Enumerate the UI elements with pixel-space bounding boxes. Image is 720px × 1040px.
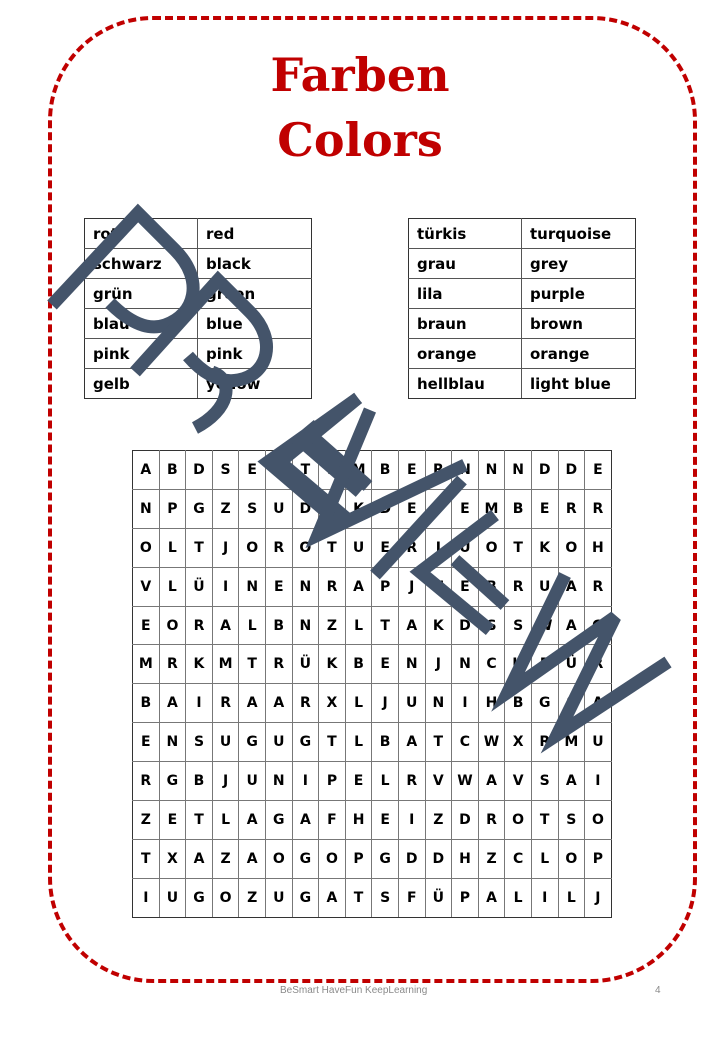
- grid-cell[interactable]: R: [186, 606, 213, 645]
- grid-cell[interactable]: V: [133, 567, 160, 606]
- grid-cell[interactable]: R: [398, 528, 425, 567]
- grid-cell[interactable]: G: [159, 762, 186, 801]
- vocab-english: blue: [198, 309, 312, 339]
- grid-cell[interactable]: J: [372, 684, 399, 723]
- grid-cell[interactable]: D: [372, 489, 399, 528]
- grid-cell[interactable]: I: [212, 567, 239, 606]
- grid-cell[interactable]: A: [239, 684, 266, 723]
- grid-cell[interactable]: L: [558, 878, 585, 917]
- vocab-english: orange: [522, 339, 636, 369]
- grid-cell[interactable]: U: [585, 723, 612, 762]
- grid-cell[interactable]: P: [345, 839, 372, 878]
- vocab-german: türkis: [409, 219, 522, 249]
- grid-cell[interactable]: T: [372, 606, 399, 645]
- grid-cell[interactable]: V: [425, 762, 452, 801]
- grid-cell[interactable]: B: [505, 684, 532, 723]
- grid-cell[interactable]: W: [531, 606, 558, 645]
- grid-cell[interactable]: H: [585, 528, 612, 567]
- vocab-row: [85, 369, 312, 399]
- grid-cell[interactable]: C: [478, 645, 505, 684]
- grid-cell[interactable]: I: [585, 762, 612, 801]
- grid-cell[interactable]: E: [452, 489, 479, 528]
- grid-cell[interactable]: H: [345, 801, 372, 840]
- grid-cell[interactable]: K: [319, 645, 346, 684]
- grid-cell[interactable]: I: [398, 801, 425, 840]
- grid-cell[interactable]: A: [133, 451, 160, 490]
- grid-cell[interactable]: N: [398, 645, 425, 684]
- vocab-german: blau: [85, 309, 198, 339]
- grid-cell[interactable]: B: [505, 489, 532, 528]
- grid-cell[interactable]: I: [452, 684, 479, 723]
- grid-cell[interactable]: Z: [239, 878, 266, 917]
- grid-cell[interactable]: J: [398, 567, 425, 606]
- grid-cell[interactable]: X: [159, 839, 186, 878]
- grid-cell[interactable]: X: [319, 684, 346, 723]
- grid-cell[interactable]: U: [159, 878, 186, 917]
- grid-cell[interactable]: O: [505, 801, 532, 840]
- grid-row: [133, 567, 612, 606]
- grid-cell[interactable]: E: [531, 645, 558, 684]
- grid-cell[interactable]: O: [558, 528, 585, 567]
- vocab-row: [85, 309, 312, 339]
- grid-cell[interactable]: R: [505, 567, 532, 606]
- grid-cell[interactable]: I: [133, 878, 160, 917]
- grid-cell[interactable]: A: [478, 878, 505, 917]
- word-search-grid: [132, 450, 612, 918]
- grid-cell[interactable]: M: [319, 489, 346, 528]
- grid-cell[interactable]: R: [425, 451, 452, 490]
- grid-cell[interactable]: Z: [478, 839, 505, 878]
- grid-cell[interactable]: D: [186, 451, 213, 490]
- grid-cell[interactable]: N: [505, 451, 532, 490]
- grid-cell[interactable]: A: [558, 567, 585, 606]
- grid-cell[interactable]: D: [452, 801, 479, 840]
- grid-cell[interactable]: K: [425, 606, 452, 645]
- grid-cell[interactable]: A: [478, 762, 505, 801]
- vocab-row: [409, 309, 636, 339]
- page-number: 4: [655, 985, 661, 996]
- grid-cell[interactable]: N: [159, 723, 186, 762]
- grid-cell[interactable]: R: [531, 723, 558, 762]
- grid-cell[interactable]: W: [452, 762, 479, 801]
- grid-cell[interactable]: B: [186, 762, 213, 801]
- grid-cell[interactable]: G: [186, 489, 213, 528]
- grid-cell[interactable]: N: [292, 567, 319, 606]
- grid-cell[interactable]: F: [398, 878, 425, 917]
- grid-cell[interactable]: P: [585, 839, 612, 878]
- vocab-row: [409, 279, 636, 309]
- grid-cell[interactable]: X: [505, 723, 532, 762]
- grid-cell[interactable]: B: [159, 451, 186, 490]
- grid-cell[interactable]: C: [505, 839, 532, 878]
- vocab-german: orange: [409, 339, 522, 369]
- grid-cell[interactable]: M: [345, 451, 372, 490]
- grid-cell[interactable]: R: [585, 567, 612, 606]
- grid-cell[interactable]: L: [345, 684, 372, 723]
- grid-cell[interactable]: Z: [319, 606, 346, 645]
- footer-brand: BeSmart HaveFun KeepLearning: [280, 985, 428, 996]
- vocab-english: yellow: [198, 369, 312, 399]
- grid-row: [133, 645, 612, 684]
- grid-cell[interactable]: L: [345, 723, 372, 762]
- vocab-german: grau: [409, 249, 522, 279]
- vocab-row: [85, 279, 312, 309]
- grid-cell[interactable]: P: [452, 878, 479, 917]
- grid-row: [133, 684, 612, 723]
- grid-cell[interactable]: E: [531, 489, 558, 528]
- grid-cell[interactable]: U: [398, 684, 425, 723]
- grid-cell[interactable]: O: [585, 801, 612, 840]
- grid-row: [133, 762, 612, 801]
- grid-cell[interactable]: Z: [133, 801, 160, 840]
- grid-cell[interactable]: L: [372, 762, 399, 801]
- grid-cell[interactable]: S: [531, 762, 558, 801]
- grid-cell[interactable]: J: [425, 645, 452, 684]
- grid-cell[interactable]: G: [292, 723, 319, 762]
- grid-cell[interactable]: E: [398, 489, 425, 528]
- grid-cell[interactable]: D: [398, 839, 425, 878]
- vocab-row: [85, 219, 312, 249]
- grid-cell[interactable]: M: [558, 723, 585, 762]
- grid-cell[interactable]: R: [478, 801, 505, 840]
- grid-cell[interactable]: N: [478, 451, 505, 490]
- grid-cell[interactable]: D: [452, 606, 479, 645]
- grid-cell[interactable]: T: [133, 839, 160, 878]
- grid-cell[interactable]: L: [345, 606, 372, 645]
- grid-cell[interactable]: S: [372, 878, 399, 917]
- grid-cell[interactable]: T: [505, 528, 532, 567]
- grid-cell[interactable]: T: [186, 801, 213, 840]
- grid-cell[interactable]: P: [319, 762, 346, 801]
- grid-cell[interactable]: D: [558, 451, 585, 490]
- grid-cell[interactable]: T: [345, 878, 372, 917]
- grid-cell[interactable]: N: [425, 567, 452, 606]
- vocab-german: rot: [85, 219, 198, 249]
- grid-cell[interactable]: A: [398, 723, 425, 762]
- grid-row: [133, 606, 612, 645]
- grid-cell[interactable]: A: [398, 606, 425, 645]
- grid-cell[interactable]: U: [265, 723, 292, 762]
- grid-cell[interactable]: D: [292, 489, 319, 528]
- grid-cell[interactable]: Ü: [186, 567, 213, 606]
- vocab-german: pink: [85, 339, 198, 369]
- grid-cell[interactable]: Z: [212, 489, 239, 528]
- grid-cell[interactable]: E: [133, 606, 160, 645]
- grid-cell[interactable]: A: [265, 684, 292, 723]
- vocab-german: lila: [409, 279, 522, 309]
- grid-cell[interactable]: H: [505, 645, 532, 684]
- grid-cell[interactable]: Ü: [452, 528, 479, 567]
- grid-cell[interactable]: U: [265, 489, 292, 528]
- grid-row: [133, 489, 612, 528]
- grid-cell[interactable]: S: [239, 489, 266, 528]
- grid-cell[interactable]: R: [319, 567, 346, 606]
- grid-cell[interactable]: R: [558, 489, 585, 528]
- grid-cell[interactable]: Z: [425, 801, 452, 840]
- vocab-german: grün: [85, 279, 198, 309]
- grid-cell[interactable]: L: [159, 528, 186, 567]
- grid-cell[interactable]: H: [452, 839, 479, 878]
- vocab-german: schwarz: [85, 249, 198, 279]
- grid-cell[interactable]: N: [133, 489, 160, 528]
- grid-cell[interactable]: N: [265, 762, 292, 801]
- grid-cell[interactable]: L: [531, 839, 558, 878]
- grid-cell[interactable]: B: [372, 451, 399, 490]
- grid-cell[interactable]: P: [265, 451, 292, 490]
- grid-cell[interactable]: T: [425, 723, 452, 762]
- grid-cell[interactable]: E: [239, 451, 266, 490]
- grid-cell[interactable]: G: [531, 684, 558, 723]
- grid-cell[interactable]: M: [212, 645, 239, 684]
- grid-cell[interactable]: T: [239, 645, 266, 684]
- grid-cell[interactable]: I: [425, 528, 452, 567]
- grid-cell[interactable]: K: [531, 528, 558, 567]
- grid-cell[interactable]: J: [585, 878, 612, 917]
- grid-cell[interactable]: G: [265, 801, 292, 840]
- grid-cell[interactable]: T: [319, 528, 346, 567]
- grid-cell[interactable]: G: [239, 723, 266, 762]
- grid-row: [133, 801, 612, 840]
- grid-cell[interactable]: P: [372, 567, 399, 606]
- grid-cell[interactable]: E: [585, 451, 612, 490]
- grid-cell[interactable]: E: [398, 451, 425, 490]
- grid-cell[interactable]: R: [212, 684, 239, 723]
- grid-cell[interactable]: C: [452, 723, 479, 762]
- grid-cell[interactable]: S: [186, 723, 213, 762]
- grid-cell[interactable]: O: [239, 528, 266, 567]
- grid-cell[interactable]: A: [186, 839, 213, 878]
- vocab-row: [85, 339, 312, 369]
- grid-cell[interactable]: O: [292, 528, 319, 567]
- vocab-table-right: [408, 218, 636, 399]
- grid-cell[interactable]: G: [372, 839, 399, 878]
- vocab-english: turquoise: [522, 219, 636, 249]
- vocab-row: [409, 369, 636, 399]
- grid-cell[interactable]: B: [478, 567, 505, 606]
- grid-cell[interactable]: A: [319, 878, 346, 917]
- grid-cell[interactable]: S: [558, 801, 585, 840]
- vocab-row: [409, 249, 636, 279]
- vocab-row: [85, 249, 312, 279]
- grid-cell[interactable]: R: [265, 645, 292, 684]
- grid-cell[interactable]: N: [239, 567, 266, 606]
- grid-cell[interactable]: N: [292, 606, 319, 645]
- grid-cell[interactable]: R: [133, 762, 160, 801]
- grid-cell[interactable]: A: [558, 606, 585, 645]
- grid-cell[interactable]: G: [292, 878, 319, 917]
- vocab-row: [409, 219, 636, 249]
- grid-cell[interactable]: F: [319, 801, 346, 840]
- grid-cell[interactable]: L: [239, 606, 266, 645]
- grid-cell[interactable]: E: [133, 723, 160, 762]
- grid-cell[interactable]: E: [372, 801, 399, 840]
- grid-cell[interactable]: O: [478, 528, 505, 567]
- grid-cell[interactable]: P: [425, 489, 452, 528]
- grid-cell[interactable]: N: [425, 684, 452, 723]
- grid-cell[interactable]: L: [505, 878, 532, 917]
- grid-cell[interactable]: Z: [212, 839, 239, 878]
- grid-cell[interactable]: S: [558, 684, 585, 723]
- grid-cell[interactable]: E: [452, 567, 479, 606]
- grid-cell[interactable]: Ü: [425, 878, 452, 917]
- vocab-english: brown: [522, 309, 636, 339]
- grid-cell[interactable]: I: [531, 878, 558, 917]
- grid-cell[interactable]: B: [372, 723, 399, 762]
- grid-cell[interactable]: E: [345, 762, 372, 801]
- grid-cell[interactable]: B: [345, 645, 372, 684]
- grid-cell[interactable]: K: [345, 489, 372, 528]
- grid-cell[interactable]: L: [159, 567, 186, 606]
- grid-cell[interactable]: E: [372, 645, 399, 684]
- vocab-german: hellblau: [409, 369, 522, 399]
- vocab-german: braun: [409, 309, 522, 339]
- vocab-english: grey: [522, 249, 636, 279]
- grid-cell[interactable]: E: [159, 801, 186, 840]
- title-english: Colors: [277, 113, 443, 167]
- grid-cell[interactable]: N: [452, 645, 479, 684]
- grid-cell[interactable]: Ü: [558, 645, 585, 684]
- grid-cell[interactable]: V: [505, 762, 532, 801]
- grid-row: [133, 528, 612, 567]
- grid-cell[interactable]: O: [159, 606, 186, 645]
- grid-cell[interactable]: T: [186, 528, 213, 567]
- grid-cell[interactable]: A: [345, 567, 372, 606]
- vocab-english: light blue: [522, 369, 636, 399]
- grid-cell[interactable]: J: [212, 762, 239, 801]
- grid-row: [133, 723, 612, 762]
- grid-cell[interactable]: S: [212, 451, 239, 490]
- grid-row: [133, 878, 612, 917]
- grid-cell[interactable]: I: [292, 762, 319, 801]
- grid-cell[interactable]: N: [452, 451, 479, 490]
- grid-cell[interactable]: G: [292, 839, 319, 878]
- grid-cell[interactable]: T: [319, 723, 346, 762]
- grid-cell[interactable]: M: [478, 489, 505, 528]
- vocab-table-left: [84, 218, 312, 399]
- grid-cell[interactable]: K: [186, 645, 213, 684]
- grid-cell[interactable]: A: [239, 839, 266, 878]
- grid-cell[interactable]: R: [265, 528, 292, 567]
- grid-cell[interactable]: U: [531, 567, 558, 606]
- grid-cell[interactable]: A: [558, 762, 585, 801]
- grid-cell[interactable]: T: [531, 801, 558, 840]
- grid-cell[interactable]: P: [159, 489, 186, 528]
- vocab-row: [409, 339, 636, 369]
- title-german: Farben: [270, 48, 450, 102]
- grid-cell[interactable]: H: [478, 684, 505, 723]
- grid-cell[interactable]: Ü: [292, 645, 319, 684]
- grid-cell[interactable]: W: [478, 723, 505, 762]
- grid-cell[interactable]: G: [186, 878, 213, 917]
- grid-cell[interactable]: A: [292, 801, 319, 840]
- grid-cell[interactable]: L: [212, 801, 239, 840]
- vocab-english: black: [198, 249, 312, 279]
- grid-row: [133, 839, 612, 878]
- grid-cell[interactable]: U: [265, 878, 292, 917]
- grid-cell[interactable]: M: [133, 645, 160, 684]
- grid-cell[interactable]: O: [212, 878, 239, 917]
- grid-cell[interactable]: R: [398, 762, 425, 801]
- grid-row: [133, 451, 612, 490]
- vocab-english: purple: [522, 279, 636, 309]
- grid-cell[interactable]: R: [585, 489, 612, 528]
- grid-cell[interactable]: S: [478, 606, 505, 645]
- grid-cell[interactable]: A: [239, 801, 266, 840]
- grid-cell[interactable]: U: [239, 762, 266, 801]
- grid-cell[interactable]: I: [186, 684, 213, 723]
- grid-cell[interactable]: S: [505, 606, 532, 645]
- vocab-english: pink: [198, 339, 312, 369]
- grid-cell[interactable]: U: [345, 528, 372, 567]
- grid-cell[interactable]: D: [425, 839, 452, 878]
- grid-cell[interactable]: R: [292, 684, 319, 723]
- vocab-german: gelb: [85, 369, 198, 399]
- grid-cell[interactable]: O: [558, 839, 585, 878]
- grid-cell[interactable]: J: [212, 528, 239, 567]
- grid-cell[interactable]: O: [265, 839, 292, 878]
- grid-cell[interactable]: O: [319, 839, 346, 878]
- grid-cell[interactable]: T: [292, 451, 319, 490]
- grid-cell[interactable]: B: [133, 684, 160, 723]
- grid-cell[interactable]: A: [212, 606, 239, 645]
- grid-cell[interactable]: E: [265, 567, 292, 606]
- grid-cell[interactable]: U: [212, 723, 239, 762]
- grid-cell[interactable]: E: [372, 528, 399, 567]
- grid-cell[interactable]: A: [585, 684, 612, 723]
- grid-cell[interactable]: O: [133, 528, 160, 567]
- grid-cell[interactable]: A: [159, 684, 186, 723]
- grid-cell[interactable]: R: [585, 645, 612, 684]
- vocab-english: red: [198, 219, 312, 249]
- vocab-english: green: [198, 279, 312, 309]
- grid-cell[interactable]: G: [585, 606, 612, 645]
- grid-cell[interactable]: D: [531, 451, 558, 490]
- grid-cell[interactable]: R: [159, 645, 186, 684]
- grid-cell[interactable]: E: [319, 451, 346, 490]
- grid-cell[interactable]: B: [265, 606, 292, 645]
